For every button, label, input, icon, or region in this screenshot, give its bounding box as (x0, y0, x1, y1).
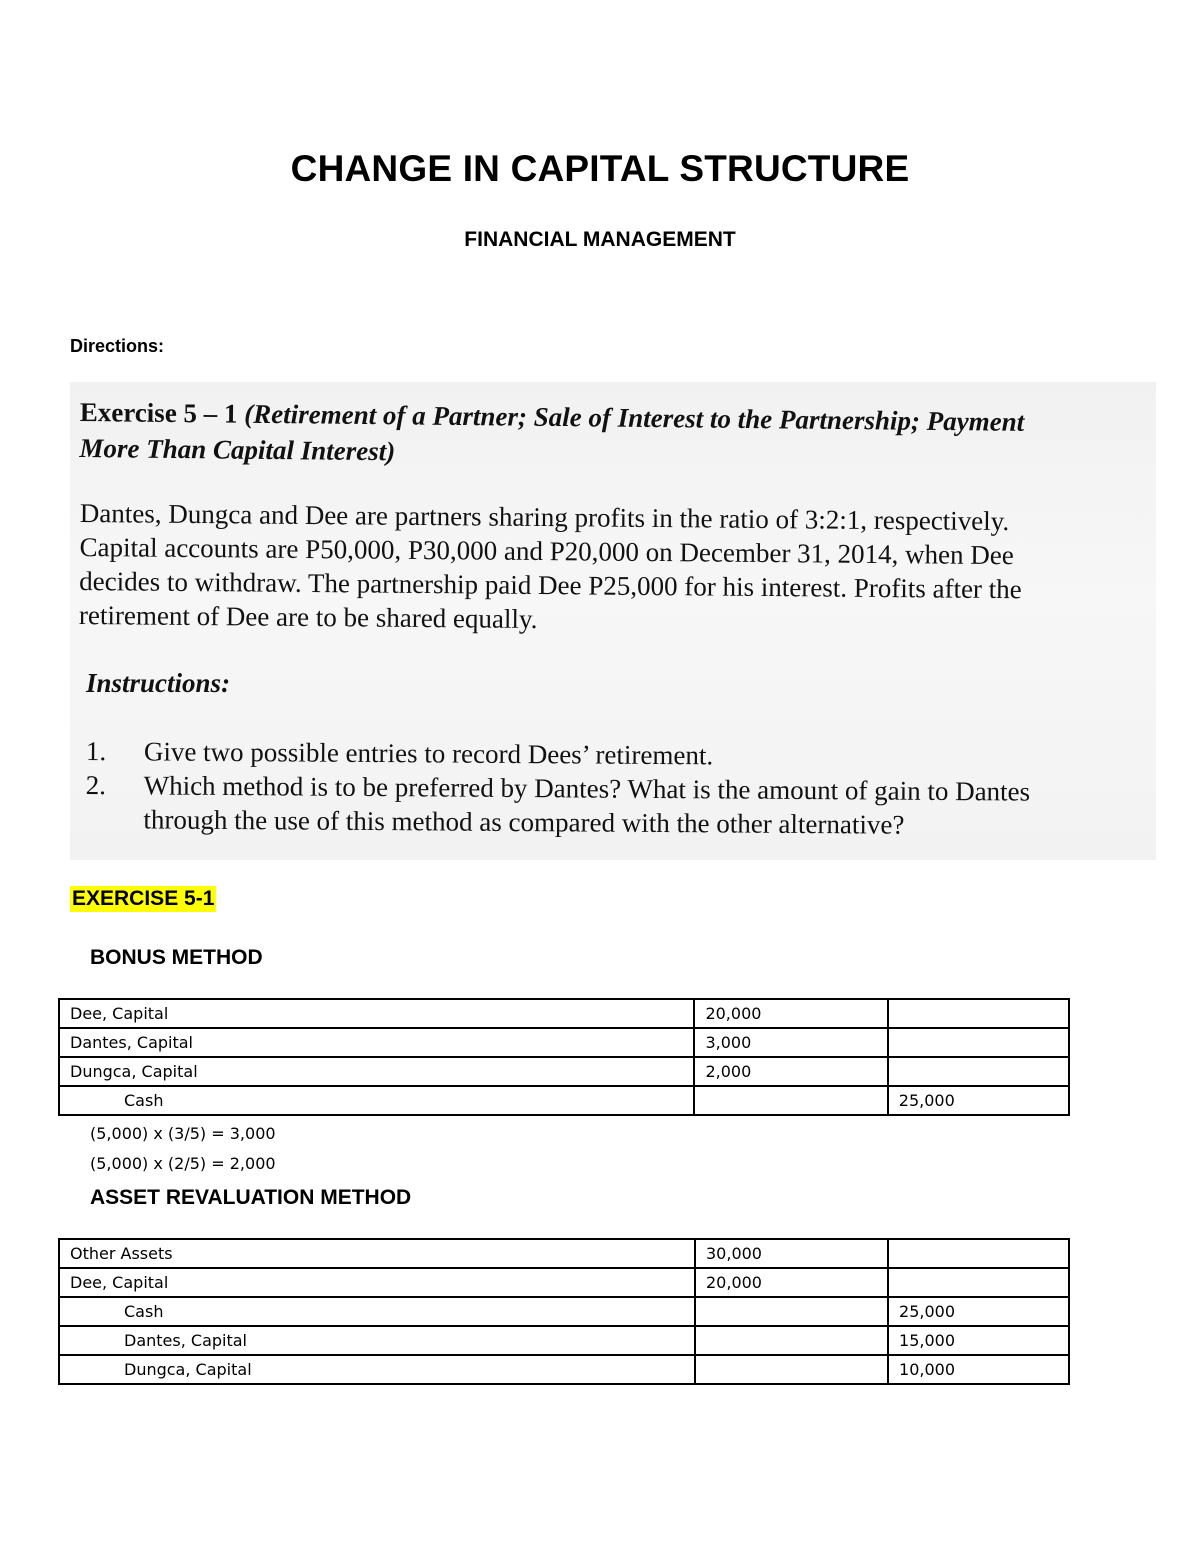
account-cell: Dantes, Capital (59, 1326, 695, 1355)
account-cell: Dungca, Capital (59, 1355, 695, 1384)
debit-cell: 20,000 (695, 1268, 888, 1297)
table-row (59, 1355, 1069, 1384)
paragraph-line: retirement of Dee are to be shared equally. (78, 599, 538, 634)
exercise-heading-subject-line1: (Retirement of a Partner; Sale of Interest to the Partnership; Payment (244, 398, 1025, 437)
debit-cell (694, 1086, 887, 1115)
credit-cell (888, 1268, 1069, 1297)
debit-cell: 30,000 (695, 1239, 888, 1268)
table-row (59, 1057, 1069, 1086)
paragraph-line: decides to withdraw. The partnership paid Dee P25,000 for his interest. Profits after the (79, 565, 1022, 605)
instructions-list (85, 734, 1126, 843)
credit-cell (888, 999, 1069, 1028)
exercise-paragraph (79, 496, 1125, 641)
table-row (59, 1086, 1069, 1115)
exercise-heading-subject-line2: More Than Capital Interest) (79, 432, 396, 467)
debit-cell: 20,000 (694, 999, 887, 1028)
bonus-method-title: BONUS METHOD (90, 946, 263, 969)
paragraph-line: Dantes, Dungca and Dee are partners sharing profits in the ratio of 3:2:1, respectively. (79, 497, 1010, 537)
computation-note: (5,000) x (3/5) = 3,000 (90, 1124, 276, 1143)
instruction-number: 1. (85, 735, 107, 767)
credit-cell: 25,000 (888, 1086, 1069, 1115)
credit-cell (888, 1057, 1069, 1086)
directions-label: Directions: (70, 336, 165, 356)
table-row (59, 1326, 1069, 1355)
bonus-method-table (58, 998, 1070, 1116)
account-cell: Dungca, Capital (59, 1057, 694, 1086)
credit-cell: 25,000 (888, 1297, 1069, 1326)
exercise-heading (79, 394, 1120, 477)
credit-cell: 15,000 (888, 1326, 1069, 1355)
debit-cell (695, 1355, 888, 1384)
debit-cell: 2,000 (694, 1057, 887, 1086)
page-subtitle: FINANCIAL MANAGEMENT (464, 228, 736, 251)
credit-cell (888, 1028, 1069, 1057)
exercise-scan-image (70, 382, 1156, 860)
paragraph-line: Capital accounts are P50,000, P30,000 and P20,000 on December 31, 2014, when Dee (79, 531, 1014, 571)
account-cell: Other Assets (59, 1239, 695, 1268)
debit-cell (695, 1297, 888, 1326)
account-cell: Dantes, Capital (59, 1028, 694, 1057)
account-cell: Cash (59, 1297, 695, 1326)
instruction-item (85, 768, 1125, 843)
computation-note: (5,000) x (2/5) = 2,000 (90, 1154, 276, 1173)
instruction-text: Give two possible entries to record Dees’ retirement. (143, 736, 714, 771)
credit-cell: 10,000 (888, 1355, 1069, 1384)
table-row (59, 999, 1069, 1028)
account-cell: Dee, Capital (59, 999, 694, 1028)
asset-revaluation-table (58, 1238, 1070, 1385)
debit-cell (695, 1326, 888, 1355)
table-row (59, 1239, 1069, 1268)
account-cell: Dee, Capital (59, 1268, 695, 1297)
exercise-label: EXERCISE 5-1 (72, 887, 215, 910)
asset-revaluation-method-title: ASSET REVALUATION METHOD (90, 1186, 412, 1209)
table-row (59, 1297, 1069, 1326)
instruction-text: Which method is to be preferred by Dantes? What is the amount of gain to Dantes (143, 770, 1031, 807)
account-cell: Cash (59, 1086, 694, 1115)
table-row (59, 1028, 1069, 1057)
credit-cell (888, 1239, 1069, 1268)
instructions-label: Instructions: (86, 668, 231, 698)
exercise-heading-number: Exercise 5 – 1 (79, 396, 238, 429)
instruction-number: 2. (85, 769, 106, 801)
page-title: CHANGE IN CAPITAL STRUCTURE (290, 148, 910, 189)
table-row (59, 1268, 1069, 1297)
debit-cell: 3,000 (694, 1028, 887, 1057)
instruction-text: through the use of this method as compared with the other alternative? (143, 804, 905, 840)
